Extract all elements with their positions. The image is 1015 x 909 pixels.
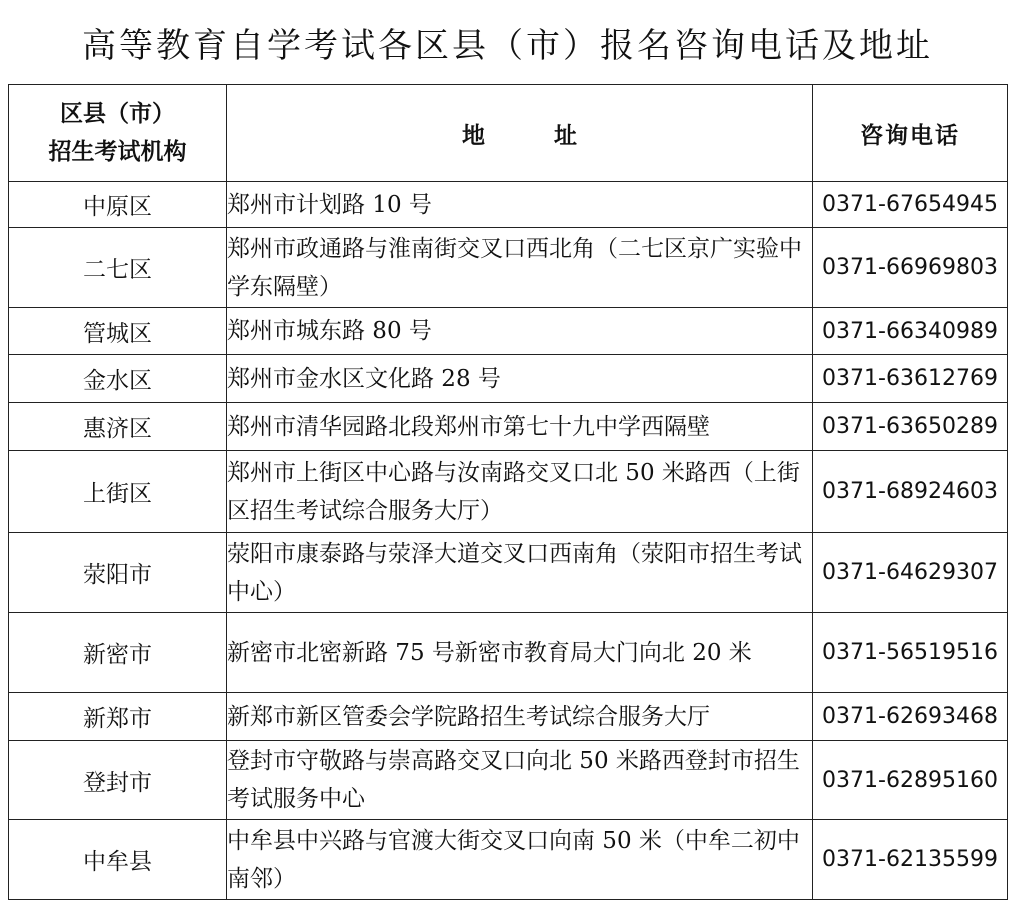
table-row <box>9 693 1008 741</box>
address-cell: 中牟县中兴路与官渡大街交叉口向南 50 米（中牟二初中南邻） <box>227 820 813 900</box>
phone-cell: 0371-63650289 <box>813 403 1008 451</box>
phone-cell: 0371-62693468 <box>813 693 1008 741</box>
address-cell: 荥阳市康泰路与荥泽大道交叉口西南角（荥阳市招生考试中心） <box>227 533 813 613</box>
district-cell: 金水区 <box>9 355 227 403</box>
address-cell: 新郑市新区管委会学院路招生考试综合服务大厅 <box>227 693 813 741</box>
district-cell: 新郑市 <box>9 693 227 741</box>
table-header-row <box>9 85 1008 182</box>
table-row <box>9 403 1008 451</box>
header-district-line2: 招生考试机构 <box>48 138 187 165</box>
address-cell: 新密市北密新路 75 号新密市教育局大门向北 20 米 <box>227 613 813 693</box>
phone-cell: 0371-56519516 <box>813 613 1008 693</box>
district-cell: 中牟县 <box>9 820 227 900</box>
header-phone <box>813 85 1008 182</box>
header-address-label: 地 址 <box>462 121 577 149</box>
address-cell: 郑州市城东路 80 号 <box>227 308 813 355</box>
district-cell: 管城区 <box>9 308 227 355</box>
phone-cell: 0371-64629307 <box>813 533 1008 613</box>
table-row <box>9 308 1008 355</box>
phone-cell: 0371-66340989 <box>813 308 1008 355</box>
table-row <box>9 533 1008 613</box>
phone-cell: 0371-62895160 <box>813 741 1008 820</box>
district-cell: 荥阳市 <box>9 533 227 613</box>
table-row <box>9 613 1008 693</box>
header-phone-label: 咨询电话 <box>860 121 960 149</box>
address-cell: 登封市守敬路与崇高路交叉口向北 50 米路西登封市招生考试服务中心 <box>227 741 813 820</box>
table-row <box>9 741 1008 820</box>
phone-cell: 0371-67654945 <box>813 182 1008 228</box>
district-cell: 中原区 <box>9 182 227 228</box>
address-cell: 郑州市政通路与淮南街交叉口西北角（二七区京广实验中学东隔壁） <box>227 228 813 308</box>
phone-cell: 0371-62135599 <box>813 820 1008 900</box>
address-cell: 郑州市清华园路北段郑州市第七十九中学西隔壁 <box>227 403 813 451</box>
district-cell: 上街区 <box>9 451 227 533</box>
district-cell: 新密市 <box>9 613 227 693</box>
district-cell: 登封市 <box>9 741 227 820</box>
header-address <box>227 85 813 182</box>
table-row <box>9 451 1008 533</box>
district-cell: 二七区 <box>9 228 227 308</box>
district-cell: 惠济区 <box>9 403 227 451</box>
header-district <box>9 85 227 182</box>
header-district-line1: 区县（市） <box>60 100 175 127</box>
table-row <box>9 182 1008 228</box>
contact-table <box>8 84 1008 900</box>
phone-cell: 0371-66969803 <box>813 228 1008 308</box>
address-cell: 郑州市计划路 10 号 <box>227 182 813 228</box>
phone-cell: 0371-68924603 <box>813 451 1008 533</box>
phone-cell: 0371-63612769 <box>813 355 1008 403</box>
address-cell: 郑州市上街区中心路与汝南路交叉口北 50 米路西（上街区招生考试综合服务大厅） <box>227 451 813 533</box>
table-row <box>9 228 1008 308</box>
address-cell: 郑州市金水区文化路 28 号 <box>227 355 813 403</box>
page-title: 高等教育自学考试各区县（市）报名咨询电话及地址 <box>82 26 933 66</box>
table-row <box>9 820 1008 900</box>
table-row <box>9 355 1008 403</box>
